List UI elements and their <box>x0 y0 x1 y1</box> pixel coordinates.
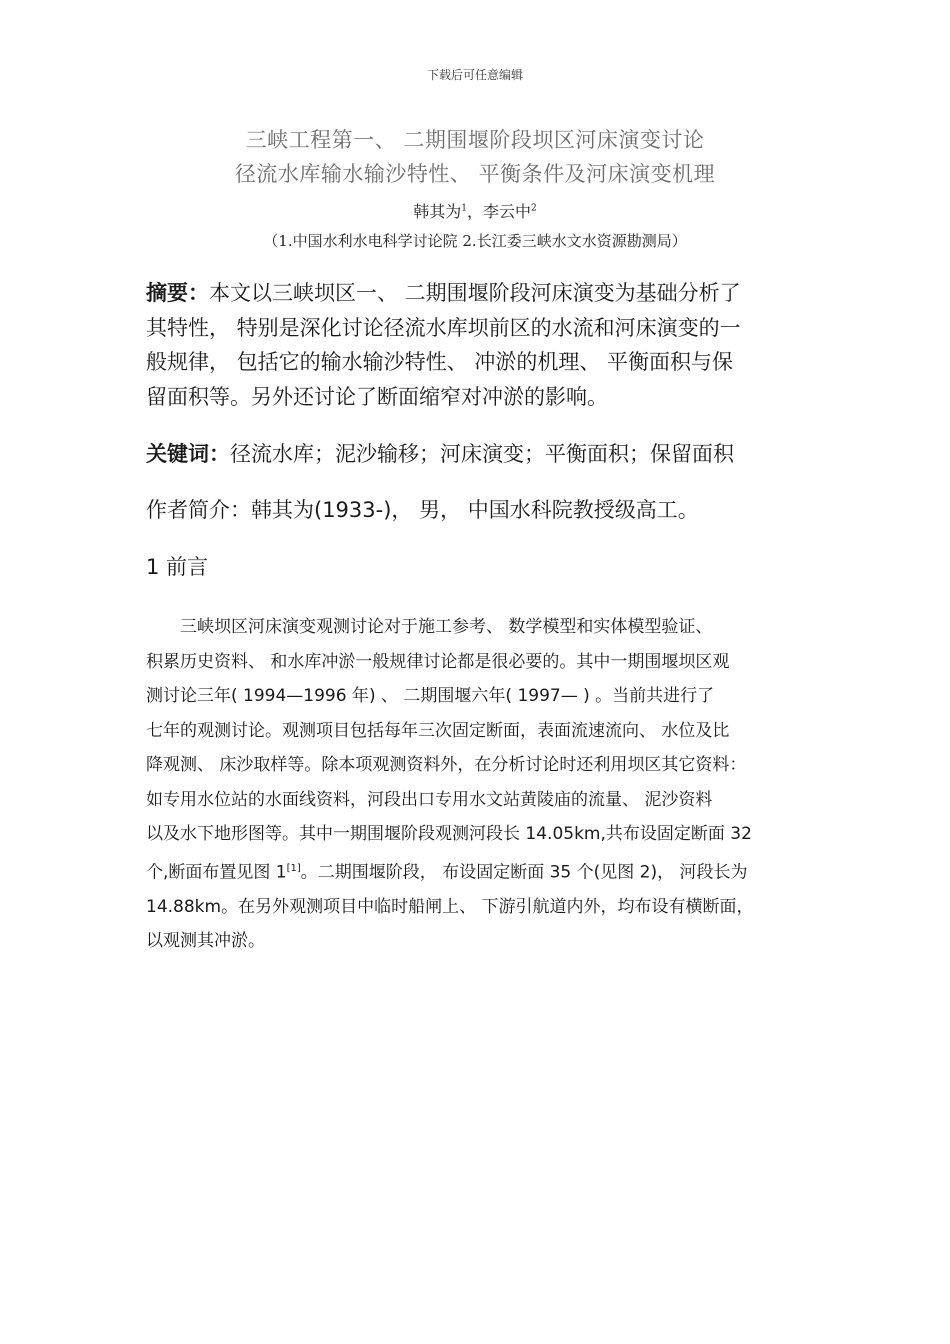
author-1-mark: 1 <box>461 203 467 214</box>
keywords <box>146 438 806 470</box>
author-separator: ， <box>466 202 483 221</box>
body-line-part: 。二期围堰阶段， 布设固定断面 35 个(见图 2)， 河段长为 <box>300 862 748 883</box>
section-heading: 1 前言 <box>146 555 209 579</box>
body-line-part: 个,断面布置见图 1 <box>146 862 287 883</box>
keywords-text: 径流水库；泥沙输移；河床演变；平衡面积；保留面积 <box>230 442 734 466</box>
abstract-line: 般规律， 包括它的输水输沙特性、 冲淤的机理、 平衡面积与保 <box>146 350 734 374</box>
authors <box>0 199 950 222</box>
body-line: 降观测、 床沙取样等。除本项观测资料外，在分析讨论时还利用坝区其它资料： <box>146 755 747 775</box>
section-body <box>146 610 811 959</box>
abstract-line: 留面积等。另外还讨论了断面缩窄对冲淤的影响。 <box>146 384 608 409</box>
body-line: 三峡坝区河床演变观测讨论对于施工参考、 数学模型和实体模型验证、 <box>146 617 713 637</box>
header-note: 下载后可任意编辑 <box>426 68 523 82</box>
body-line: 七年的观测讨论。观测项目包括每年三次固定断面，表面流速流向、 水位及比 <box>146 720 730 741</box>
author-2-mark: 2 <box>531 203 537 214</box>
body-line: 以及水下地形图等。其中一期围堰阶段观测河段长 14.05km,共布设固定断面 32 <box>146 824 752 844</box>
affiliation: （1.中国水利水电科学讨论院 2.长江委三峡水文水资源勘测局） <box>263 232 687 250</box>
body-line: 积累历史资料、 和水库冲淤一般规律讨论都是很必要的。其中一期围堰坝区观 <box>146 651 730 672</box>
title-line-2: 径流水库输水输沙特性、 平衡条件及河床演变机理 <box>234 162 716 186</box>
keywords-label: 关键词： <box>146 442 230 466</box>
abstract-label: 摘要： <box>146 281 209 305</box>
abstract <box>146 276 806 414</box>
body-line: 测讨论三年( 1994—1996 年) 、 二期围堰六年( 1997— ) 。当前共进行了 <box>146 686 715 706</box>
author-intro: 作者简介：韩其为(1933-)， 男， 中国水科院教授级高工。 <box>146 498 699 522</box>
abstract-line: 本文以三峡坝区一、 二期围堰阶段河床演变为基础分析了 <box>209 281 741 305</box>
body-line: 14.88km。在另外观测项目中临时船闸上、 下游引航道内外，均布设有横断面， <box>146 896 754 917</box>
author-1: 韩其为 <box>413 202 462 221</box>
body-line: 以观测其冲淤。 <box>146 931 265 952</box>
abstract-line: 其特性， 特别是深化讨论径流水库坝前区的水流和河床演变的一 <box>146 315 741 340</box>
author-2: 李云中 <box>483 202 532 221</box>
body-line: 如专用水位站的水面线资料，河段出口专用水文站黄陵庙的流量、 泥沙资料 <box>146 789 713 810</box>
title-line-1: 三峡工程第一、 二期围堰阶段坝区河床演变讨论 <box>245 128 705 152</box>
reference-mark[interactable]: [1] <box>286 862 301 874</box>
body-line-with-ref <box>146 852 811 890</box>
